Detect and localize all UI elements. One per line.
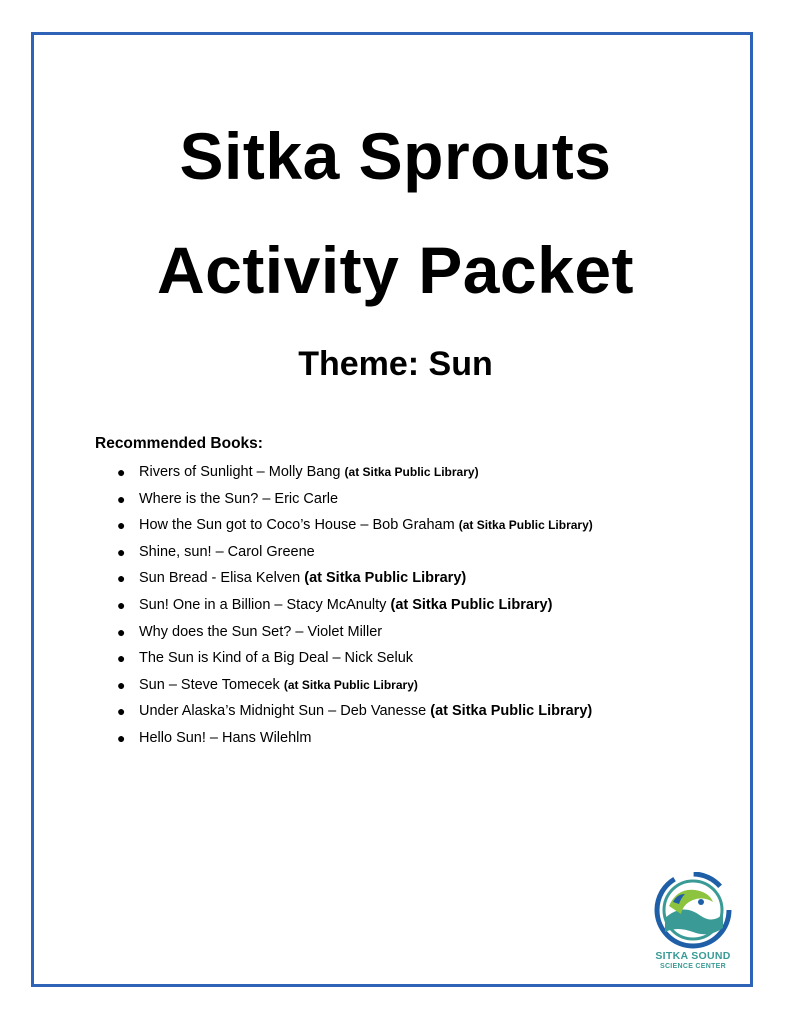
book-list-item xyxy=(95,540,593,567)
book-list-item xyxy=(95,726,593,753)
book-title: How the Sun got to Coco’s House – Bob Graham xyxy=(139,517,459,534)
library-availability-note: (at Sitka Public Library) xyxy=(283,677,418,692)
bullet-icon: ● xyxy=(117,703,126,720)
title-line-1: Sitka Sprouts xyxy=(179,119,612,193)
book-title: Under Alaska’s Midnight Sun – Deb Vanesse xyxy=(139,703,431,720)
library-availability-note: (at Sitka Public Library) xyxy=(344,465,479,479)
logo-wordmark-line-1: SITKA SOUND xyxy=(655,950,731,962)
book-list-item xyxy=(95,699,593,726)
theme-heading: Theme: Sun xyxy=(298,345,493,383)
book-title: Hello Sun! – Hans Wilehlm xyxy=(139,729,312,746)
recommended-books-list xyxy=(95,460,593,753)
book-list-item xyxy=(95,566,593,593)
book-title: Sun! One in a Billion – Stacy McAnulty xyxy=(139,596,391,613)
bullet-icon: ● xyxy=(117,676,126,693)
bullet-icon: ● xyxy=(117,570,126,587)
library-availability-note: (at Sitka Public Library) xyxy=(458,518,593,533)
book-list-item xyxy=(95,487,593,514)
bullet-icon: ● xyxy=(117,650,126,667)
book-title: Sun – Steve Tomecek xyxy=(139,676,284,693)
library-availability-note: (at Sitka Public Library) xyxy=(430,703,593,720)
bullet-icon: ● xyxy=(117,464,126,480)
logo-wordmark-line-2: SCIENCE CENTER xyxy=(659,963,727,970)
bullet-icon: ● xyxy=(117,729,126,746)
bullet-icon: ● xyxy=(117,517,126,534)
book-title: Rivers of Sunlight – Molly Bang xyxy=(139,464,345,480)
library-availability-note: (at Sitka Public Library) xyxy=(390,596,553,613)
recommended-books-heading: Recommended Books: xyxy=(95,435,263,452)
book-title: Where is the Sun? – Eric Carle xyxy=(139,490,339,507)
bullet-icon: ● xyxy=(117,596,126,613)
bullet-icon: ● xyxy=(117,543,126,560)
book-list-item xyxy=(95,593,593,620)
bullet-icon: ● xyxy=(117,490,126,507)
book-title: Shine, sun! – Carol Greene xyxy=(139,543,315,560)
book-title: Why does the Sun Set? – Violet Miller xyxy=(139,623,383,640)
book-list-item xyxy=(95,513,593,540)
book-title: The Sun is Kind of a Big Deal – Nick Seluk xyxy=(139,650,414,667)
bullet-icon: ● xyxy=(117,623,126,640)
title-line-2: Activity Packet xyxy=(156,233,635,307)
book-list-item xyxy=(95,620,593,647)
book-title: Sun Bread - Elisa Kelven xyxy=(139,570,305,587)
book-list-item xyxy=(95,646,593,673)
library-availability-note: (at Sitka Public Library) xyxy=(304,570,467,587)
book-list-item xyxy=(95,460,593,487)
book-list-item xyxy=(95,673,593,700)
